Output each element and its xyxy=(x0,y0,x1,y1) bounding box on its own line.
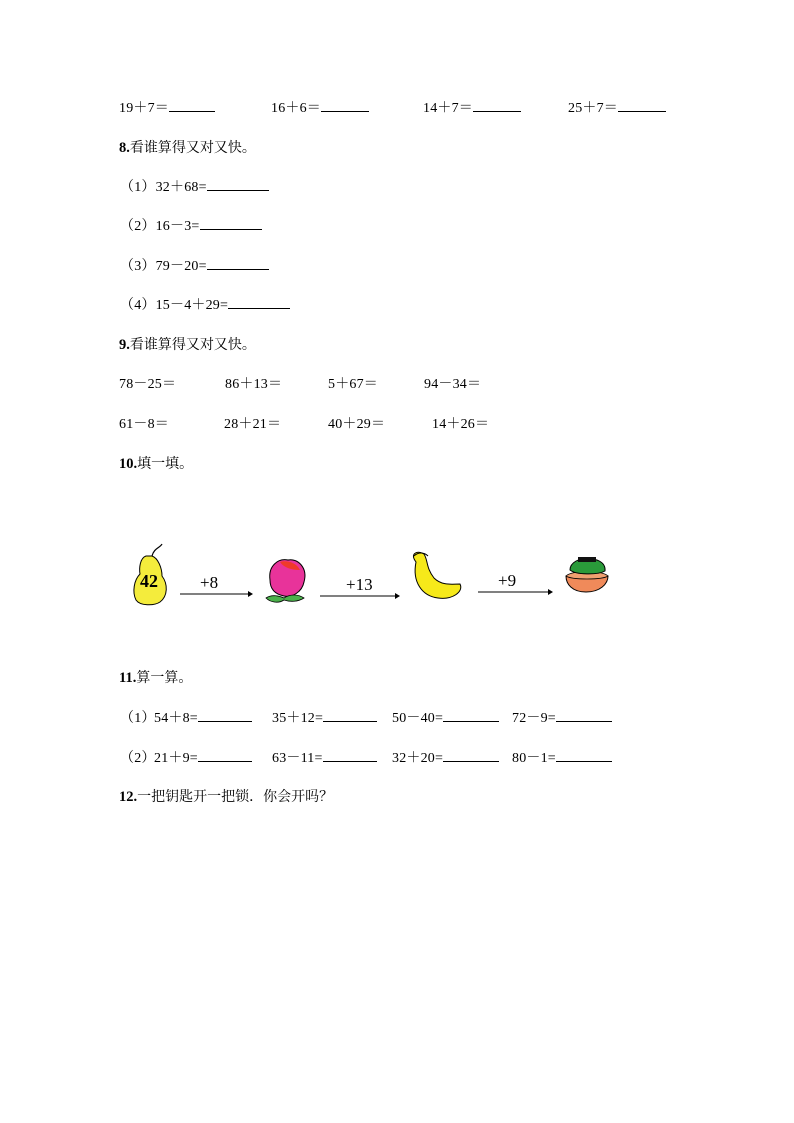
q9-row-1 xyxy=(119,373,519,393)
answer-blank[interactable] xyxy=(323,748,377,762)
banana-icon xyxy=(414,552,461,598)
expr-top-2: 16＋6＝ xyxy=(271,97,369,117)
q9-expr: 14＋26＝ xyxy=(432,417,490,432)
q9-expr: 86＋13＝ xyxy=(225,377,283,392)
q11-row-2: （2） 21＋9= 63－11= 32＋20= 80－1= xyxy=(120,747,640,767)
answer-blank[interactable] xyxy=(198,708,252,722)
answer-blank[interactable] xyxy=(228,295,290,309)
answer-blank[interactable] xyxy=(207,177,269,191)
expr-top-4: 25＋7＝ xyxy=(568,97,666,117)
step-label: +13 xyxy=(346,575,373,594)
q11-expr: 32＋20= xyxy=(392,747,499,767)
q11-expr: 72－9= xyxy=(512,707,612,727)
answer-blank[interactable] xyxy=(556,708,612,722)
arrow-step-3 xyxy=(478,571,553,595)
q12-heading: 12.一把钥匙开一把锁．你会开吗？ xyxy=(119,789,334,805)
q8-item-2: （2）16－3= xyxy=(120,215,262,235)
pear-icon xyxy=(134,544,166,605)
q9-row-2 xyxy=(119,413,519,433)
arrow-step-2 xyxy=(320,575,400,599)
answer-blank[interactable] xyxy=(556,748,612,762)
expr-top-3: 14＋7＝ xyxy=(423,97,521,117)
q9-expr: 40＋29＝ xyxy=(328,417,386,432)
q9-expr: 78－25＝ xyxy=(119,377,177,392)
q11-expr: 35＋12= xyxy=(272,707,377,727)
q11-heading: 11.算一算。 xyxy=(119,670,193,686)
q8-item-3: （3）79－20= xyxy=(120,255,269,275)
answer-blank[interactable] xyxy=(169,98,215,112)
q11-expr: 21＋9= xyxy=(154,747,252,767)
q9-heading: 9.看谁算得又对又快。 xyxy=(119,337,256,353)
q9-expr: 94－34＝ xyxy=(424,377,482,392)
top-row xyxy=(119,97,719,117)
answer-blank[interactable] xyxy=(207,256,269,270)
answer-blank[interactable] xyxy=(618,98,666,112)
q8-item-1: （1）32＋68= xyxy=(120,176,269,196)
answer-blank[interactable] xyxy=(198,748,252,762)
q9-expr: 28＋21＝ xyxy=(224,417,282,432)
q11-row-1: （1） 54＋8= 35＋12= 50－40= 72－9= xyxy=(120,707,640,727)
q11-expr: 80－1= xyxy=(512,747,612,767)
basket-icon xyxy=(566,557,608,592)
q10-heading: 10.填一填。 xyxy=(119,456,194,472)
q11-expr: 54＋8= xyxy=(154,707,252,727)
answer-blank[interactable] xyxy=(200,216,262,230)
fruit-chain xyxy=(120,540,620,620)
answer-blank[interactable] xyxy=(443,748,499,762)
answer-blank[interactable] xyxy=(473,98,521,112)
start-value: 42 xyxy=(140,571,158,591)
answer-blank[interactable] xyxy=(323,708,377,722)
step-label: +8 xyxy=(200,573,219,592)
answer-blank[interactable] xyxy=(321,98,369,112)
q11-expr: 63－11= xyxy=(272,747,377,767)
q8-heading: 8.看谁算得又对又快。 xyxy=(119,140,256,156)
q8-item-4: （4）15－4＋29= xyxy=(120,294,290,314)
step-label: +9 xyxy=(498,571,517,590)
q9-expr: 61－8＝ xyxy=(119,417,169,432)
arrow-step-1 xyxy=(180,573,253,597)
peach-icon xyxy=(266,560,305,602)
q9-expr: 5＋67＝ xyxy=(328,377,378,392)
q11-expr: 50－40= xyxy=(392,707,499,727)
expr-top-1: 19＋7＝ xyxy=(119,97,215,117)
answer-blank[interactable] xyxy=(443,708,499,722)
